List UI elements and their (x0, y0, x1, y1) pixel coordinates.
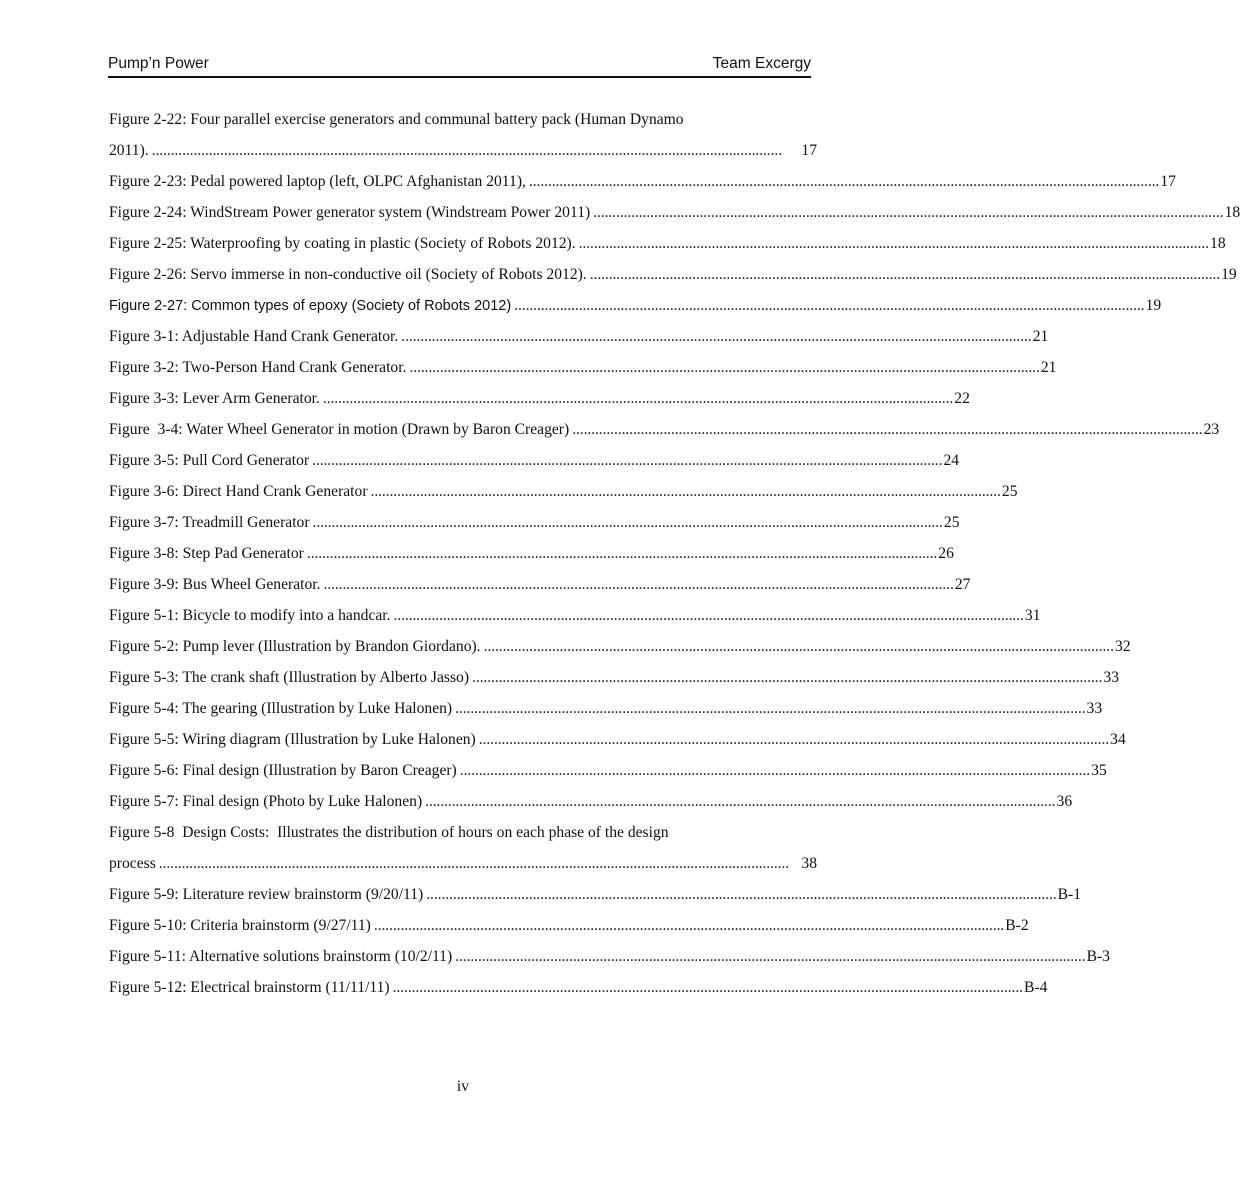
toc-entry-label: Figure 5-5: Wiring diagram (Illustration by Luke Halonen) (109, 731, 476, 748)
toc-entry[interactable] (109, 760, 1107, 791)
toc-entry-page: 19 (1145, 297, 1162, 314)
toc-entry-page: 25 (1001, 483, 1018, 500)
page-number: iv (456, 1078, 470, 1095)
dot-leader (514, 295, 1142, 317)
toc-entry-page: 23 (1203, 421, 1220, 438)
toc-entry-label: Figure 3-2: Two-Person Hand Crank Generator. (109, 359, 407, 376)
toc-entry-page: 26 (938, 545, 954, 562)
toc-entry-label: 2011). (109, 142, 149, 159)
dot-leader (409, 357, 1037, 379)
dot-leader (572, 419, 1200, 441)
toc-entry[interactable] (109, 543, 954, 574)
toc-entry-page: 21 (1040, 359, 1057, 376)
toc-entry-first-line: Figure 2-22: Four parallel exercise generators and communal battery pack (Human Dynamo (109, 111, 684, 128)
header-document-title: Pump’n Power (108, 55, 209, 72)
toc-entry[interactable] (109, 512, 960, 543)
toc-entry[interactable] (109, 326, 1049, 357)
dot-leader (374, 915, 1002, 937)
dot-leader (529, 171, 1157, 193)
dot-leader (152, 140, 799, 162)
toc-entry-page: 18 (1210, 235, 1226, 252)
toc-entry[interactable] (109, 419, 1220, 450)
toc-entry[interactable] (109, 605, 1041, 636)
toc-entry[interactable] (109, 295, 1162, 326)
toc-entry-label: Figure 5-10: Criteria brainstorm (9/27/11) (109, 917, 371, 934)
toc-entry-label: Figure 3-5: Pull Cord Generator (109, 452, 310, 469)
toc-entry[interactable] (109, 977, 1048, 1008)
toc-entry-label: Figure 5-12: Electrical brainstorm (11/11/11) (109, 979, 390, 996)
dot-leader (394, 605, 1022, 627)
dot-leader (159, 853, 799, 875)
toc-entry-page: 22 (954, 390, 970, 407)
toc-entry-page: 24 (943, 452, 960, 469)
toc-entry-label: Figure 3-6: Direct Hand Crank Generator (109, 483, 368, 500)
toc-entry-page: 17 (801, 142, 817, 159)
toc-entry-page: 31 (1024, 607, 1041, 624)
dot-leader (426, 884, 1054, 906)
toc-entry-label: Figure 5-11: Alternative solutions brainstorm (10/2/11) (109, 948, 453, 965)
toc-entry[interactable] (109, 822, 817, 884)
toc-entry-label: Figure 5-3: The crank shaft (Illustration by Alberto Jasso) (109, 669, 470, 686)
toc-entry-page: 21 (1032, 328, 1049, 345)
toc-entry-label: Figure 5-7: Final design (Photo by Luke Halonen) (109, 793, 423, 810)
toc-entry[interactable] (109, 233, 1226, 264)
dot-leader (460, 760, 1088, 782)
dot-leader (313, 512, 941, 534)
dot-leader (323, 574, 951, 596)
dot-leader (455, 946, 1083, 968)
toc-entry-label: Figure 2-26: Servo immerse in non-conductive oil (Society of Robots 2012). (109, 266, 587, 283)
toc-entry[interactable] (109, 171, 1176, 202)
toc-entry-label: Figure 3-3: Lever Arm Generator. (109, 390, 320, 407)
toc-entry[interactable] (109, 791, 1073, 822)
toc-entry-label: Figure 5-9: Literature review brainstorm (9/20/11) (109, 886, 424, 903)
toc-entry[interactable] (109, 574, 971, 605)
toc-entry[interactable] (109, 264, 1237, 295)
toc-entry[interactable] (109, 915, 1029, 946)
toc-entry-page: B-4 (1024, 979, 1048, 996)
toc-entry[interactable] (109, 109, 817, 171)
toc-entry-page: 38 (801, 855, 817, 872)
header-team-name: Team Excergy (712, 55, 811, 72)
toc-entry-label: process (109, 855, 156, 872)
dot-leader (590, 264, 1218, 286)
toc-entry-label: Figure 5-2: Pump lever (Illustration by Brandon Giordano). (109, 638, 481, 655)
dot-leader (593, 202, 1221, 224)
dot-leader (307, 543, 935, 565)
toc-entry-label: Figure 2-24: WindStream Power generator system (Windstream Power 2011) (109, 204, 591, 221)
dot-leader (455, 698, 1083, 720)
toc-entry-page: 32 (1114, 638, 1131, 655)
toc-entry-label: Figure 2-25: Waterproofing by coating in plastic (Society of Robots 2012). (109, 235, 576, 252)
toc-entry[interactable] (109, 946, 1110, 977)
dot-leader (312, 450, 940, 472)
dot-leader (323, 388, 951, 410)
toc-entry-page: B-2 (1005, 917, 1029, 934)
toc-entry[interactable] (109, 636, 1131, 667)
dot-leader (401, 326, 1029, 348)
toc-entry-page: 18 (1224, 204, 1240, 221)
dot-leader (472, 667, 1100, 689)
toc-entry[interactable] (109, 388, 970, 419)
toc-entry-label: Figure 3-1: Adjustable Hand Crank Generator. (109, 328, 399, 345)
toc-entry-page: 27 (954, 576, 971, 593)
dot-leader (371, 481, 999, 503)
toc-entry-label: Figure 2-27: Common types of epoxy (Society of Robots 2012) (109, 298, 512, 314)
toc-entry-label: Figure 2-23: Pedal powered laptop (left, OLPC Afghanistan 2011), (109, 173, 526, 190)
toc-entry[interactable] (109, 357, 1057, 388)
toc-entry-page: 17 (1160, 173, 1176, 190)
dot-leader (425, 791, 1053, 813)
dot-leader (393, 977, 1021, 999)
toc-entry[interactable] (109, 884, 1082, 915)
toc-entry-label: Figure 5-6: Final design (Illustration by Baron Creager) (109, 762, 457, 779)
toc-entry-label: Figure 3-7: Treadmill Generator (109, 514, 310, 531)
toc-entry-page: B-1 (1057, 886, 1082, 903)
toc-entry[interactable] (109, 729, 1126, 760)
toc-entry-page: 33 (1103, 669, 1120, 686)
toc-entry-page: 34 (1110, 731, 1126, 748)
toc-entry-label: Figure 3-9: Bus Wheel Generator. (109, 576, 321, 593)
dot-leader (484, 636, 1112, 658)
toc-entry[interactable] (109, 202, 1240, 233)
toc-entry-label: Figure 3-4: Water Wheel Generator in motion (Drawn by Baron Creager) (109, 421, 570, 438)
toc-entry-page: 35 (1091, 762, 1107, 779)
page-header (108, 54, 811, 78)
toc-entry-first-line: Figure 5-8 Design Costs: Illustrates the distribution of hours on each phase of the design (109, 824, 669, 841)
toc-entry-page: 19 (1221, 266, 1237, 283)
toc-entry-page: 33 (1086, 700, 1103, 717)
toc-entry[interactable] (109, 698, 1103, 729)
list-of-figures (109, 109, 1240, 1008)
toc-entry-page: 36 (1056, 793, 1073, 810)
toc-entry[interactable] (109, 667, 1120, 698)
dot-leader (479, 729, 1107, 751)
toc-entry-label: Figure 3-8: Step Pad Generator (109, 545, 304, 562)
toc-entry-page: B-3 (1086, 948, 1110, 965)
dot-leader (579, 233, 1207, 255)
toc-entry[interactable] (109, 450, 960, 481)
toc-entry-label: Figure 5-1: Bicycle to modify into a handcar. (109, 607, 391, 624)
toc-entry[interactable] (109, 481, 1018, 512)
toc-entry-label: Figure 5-4: The gearing (Illustration by Luke Halonen) (109, 700, 453, 717)
toc-entry-page: 25 (943, 514, 960, 531)
